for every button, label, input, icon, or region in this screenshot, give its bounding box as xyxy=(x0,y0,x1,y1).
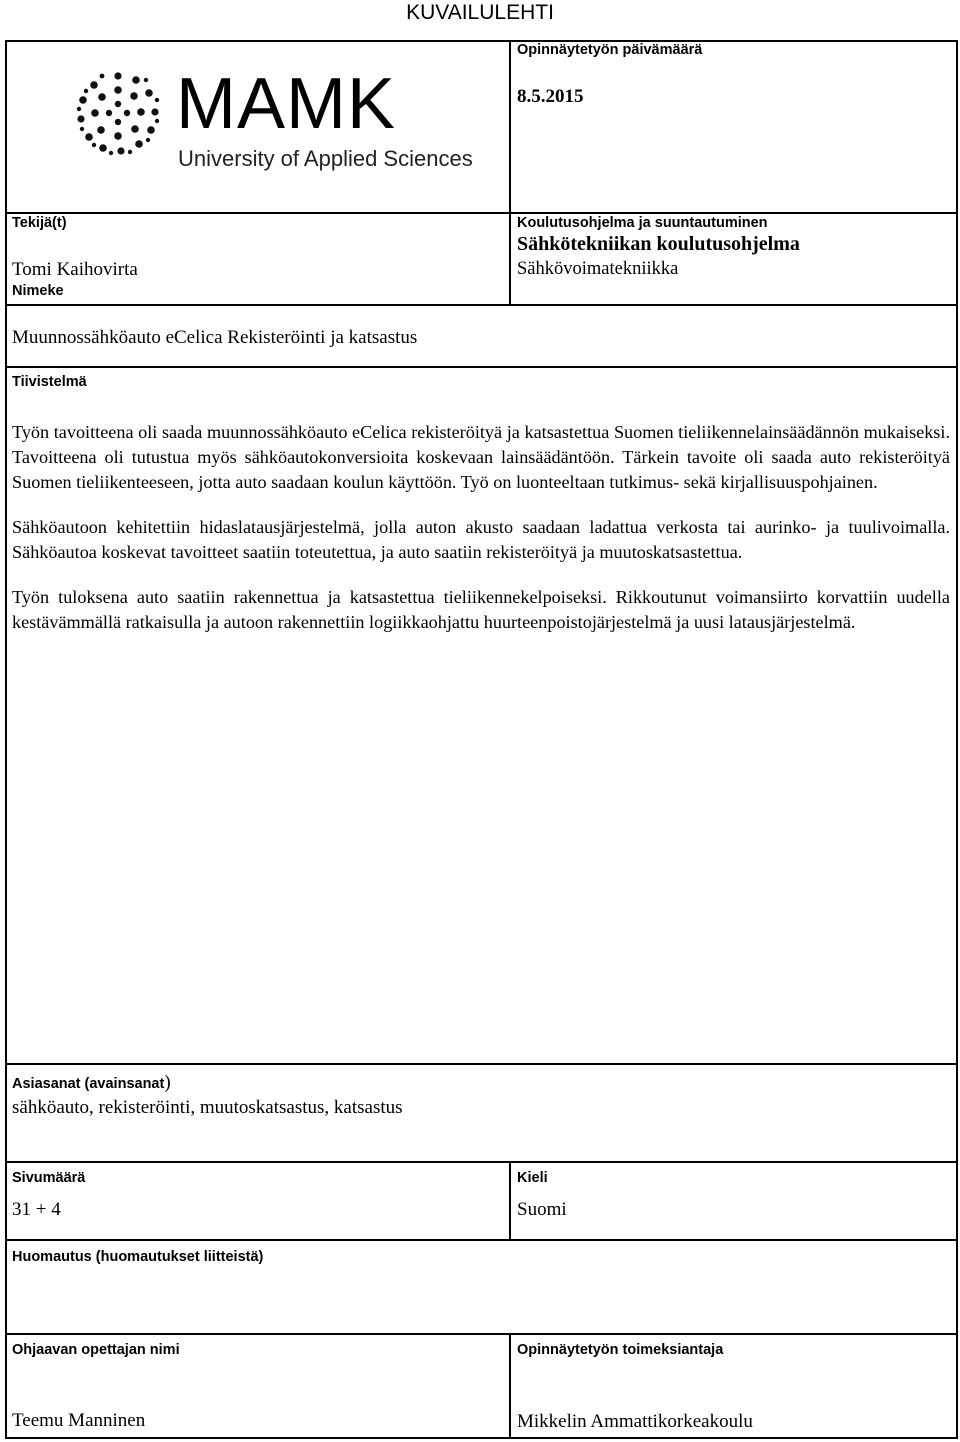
thesis-date-value: 8.5.2015 xyxy=(517,86,584,107)
row-divider-pages xyxy=(5,1161,958,1163)
programme-label: Koulutusohjelma ja suuntautuminen xyxy=(517,215,768,231)
commissioner-value: Mikkelin Ammattikorkeakoulu xyxy=(517,1411,753,1432)
author-label: Tekijä(t) xyxy=(12,215,67,231)
notes-label: Huomautus (huomautukset liitteistä) xyxy=(12,1249,264,1265)
page-count-value: 31 + 4 xyxy=(12,1199,61,1220)
row-divider-author xyxy=(5,212,958,214)
programme-orientation: Sähkövoimatekniikka xyxy=(517,259,679,279)
author-value: Tomi Kaihovirta xyxy=(12,259,138,280)
column-divider-top xyxy=(509,40,511,306)
language-label: Kieli xyxy=(517,1170,548,1186)
form-bottom-border xyxy=(5,1437,958,1439)
dotted-circle-logo-icon xyxy=(76,72,160,156)
keywords-value: sähköauto, rekisteröinti, muutoskatsastus, katsastus xyxy=(12,1097,403,1118)
programme-name: Sähkötekniikan koulutusohjelma xyxy=(517,233,800,255)
abstract-label: Tiivistelmä xyxy=(12,374,87,390)
keywords-label-paren: ) xyxy=(164,1072,171,1093)
keywords-label-text: Asiasanat (avainsanat xyxy=(12,1076,165,1092)
column-divider-supervisor xyxy=(509,1333,511,1439)
thesis-date-label: Opinnäytetyön päivämäärä xyxy=(517,42,703,58)
row-divider-notes xyxy=(5,1239,958,1241)
language-value: Suomi xyxy=(517,1199,567,1220)
page-count-label: Sivumäärä xyxy=(12,1170,86,1186)
logo-wordmark: MAMK xyxy=(176,64,396,144)
form-top-border xyxy=(5,40,958,42)
title-value: Muunnossähköauto eCelica Rekisteröinti ja katsastus xyxy=(12,327,418,348)
supervisor-value: Teemu Manninen xyxy=(12,1410,146,1431)
commissioner-label: Opinnäytetyön toimeksiantaja xyxy=(517,1342,724,1358)
page-title: KUVAILULEHTI xyxy=(406,1,554,24)
title-label: Nimeke xyxy=(12,283,64,299)
abstract-paragraph: Sähköautoon kehitettiin hidaslatausjärjestelmä, jolla auton akusto saadaan ladattua verkosta tai aurinko- ja tuulivoimalla. Sähköautoa koskevat tavoitteet saatiin toteutettua, ja auto saatiin rekisteröityä ja muutoskatsastettua. xyxy=(12,517,950,562)
row-divider-supervisor xyxy=(5,1333,958,1335)
form-left-border xyxy=(5,40,7,1439)
row-divider-title xyxy=(5,304,958,306)
abstract-paragraph: Työn tuloksena auto saatiin rakennettua ja katsastettua tieliikennekelpoiseksi. Rikkoutunut voimansiirto korvattiin uudella kestävämmällä ratkaisulla ja autoon rakennettiin logiikkaohjattu huurteenpoistojärjestelmä ja uusi latausjärjestelmä. xyxy=(12,587,950,632)
column-divider-pages xyxy=(509,1161,511,1241)
form-right-border xyxy=(956,40,958,1439)
supervisor-label: Ohjaavan opettajan nimi xyxy=(12,1342,180,1358)
logo-tagline: University of Applied Sciences xyxy=(178,146,473,171)
row-divider-keywords xyxy=(5,1063,958,1065)
abstract-paragraph: Työn tavoitteena oli saada muunnossähköauto eCelica rekisteröityä ja katsastettua Suomen tieliikennelainsäädännön mukaiseksi. Tavoitteena oli tutustua myös sähköautokonversioita koskevaan lainsäädäntöön. Tärkein tavoite oli saada auto rekisteröityä Suomen tieliikenteeseen, jotta auto saadaan koulun käyttöön. Työ on luonteeltaan tutkimus- sekä kirjallisuuspohjainen. xyxy=(12,422,950,492)
mamk-logo xyxy=(76,64,473,182)
abstract-body xyxy=(12,420,950,635)
row-divider-abstract xyxy=(5,366,958,368)
keywords-label xyxy=(12,1072,171,1094)
